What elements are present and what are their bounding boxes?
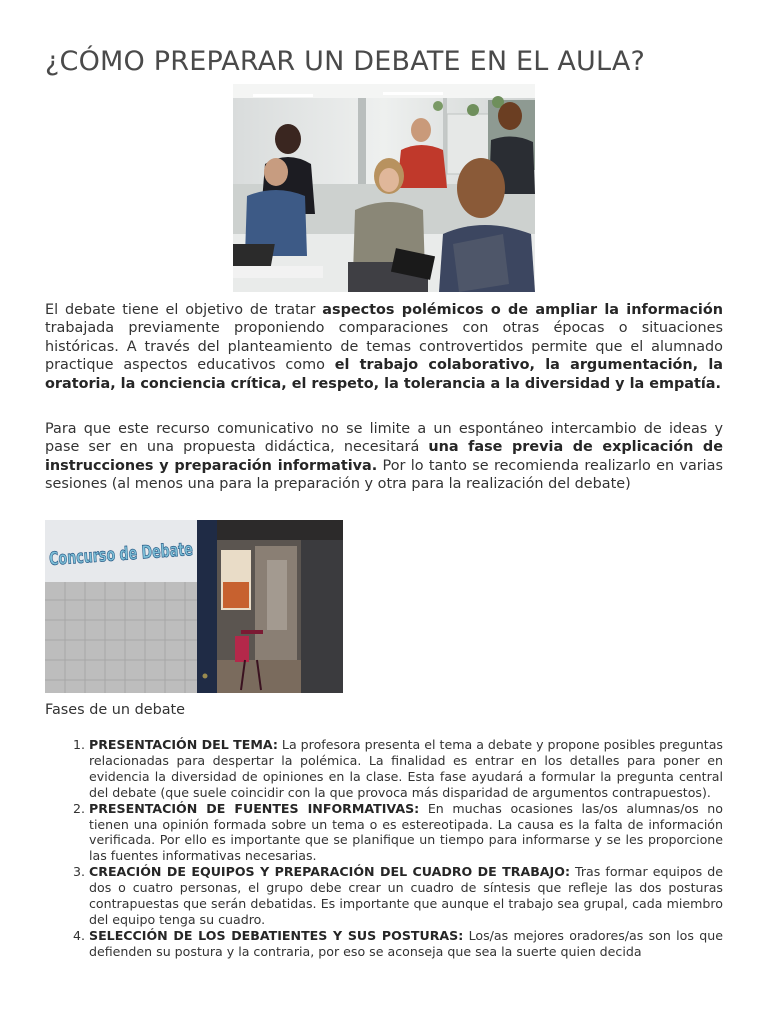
phase-title: CREACIÓN DE EQUIPOS Y PREPARACIÓN DEL CUADRO DE TRABAJO: xyxy=(89,864,570,880)
phase-title: PRESENTACIÓN DEL TEMA: xyxy=(89,737,278,752)
intro-paragraph xyxy=(45,301,723,393)
preparation-paragraph xyxy=(45,420,723,494)
intro-text-1: El debate tiene el objetivo de tratar xyxy=(45,302,323,318)
intro-bold-2: el trabajo colaborativo, la argumentación, la oratoria, la conciencia crítica, el respeto, la tolerancia a la diversidad y la empatía. xyxy=(45,357,724,392)
preparation-text-2: Por lo tanto se recomienda realizarlo en varias sesiones (al menos una para la preparación y otra para la realización del debate) xyxy=(45,457,723,493)
intro-bold-1: aspectos polémicos o de ampliar la información xyxy=(322,302,723,318)
list-item xyxy=(89,928,723,960)
phase-text: En muchas ocasiones las/os alumnas/os no tienen una opinión formada sobre un tema o es estereotipada. La causa es la falta de información verificada. Por ello es importante que se planifique un tiempo para informarse y se les proporcione las fuentes informativas necesarias. xyxy=(89,800,723,864)
phase-text: Los/as mejores oradores/as son los que defienden su postura y la contraria, por eso se aconseja que sea la suerte quien decida xyxy=(89,927,723,959)
phase-title: PRESENTACIÓN DE FUENTES INFORMATIVAS: xyxy=(89,800,420,816)
intro-text-2: trabajada previamente proponiendo comparaciones con otras épocas o situaciones históricas. A través del planteamiento de temas controvertidos permite que el alumnado practique aspectos educativos como xyxy=(45,320,723,374)
phase-text: Tras formar equipos de dos o cuatro personas, el grupo debe crear un cuadro de síntesis que refleje las dos posturas contrapuestas que serán debatidas. Es importante que aunque el trabajo sea grupal, cada miembro del equipo tenga su cuadro. xyxy=(89,864,723,927)
image-caption: Fases de un debate xyxy=(45,702,186,718)
phase-text: La profesora presenta el tema a debate y propone posibles preguntas relacionadas para despertar la polémica. La finalidad es entrar en los detalles para poner en evidencia la diversidad de opiniones en la clase. Esta fase ayudará a formular la pregunta central del debate (que suele coincidir con la que provoca más disparidad de argumentos contrapuestos). xyxy=(89,737,723,800)
graffiti-poster-text: Concurso de Debate xyxy=(48,534,254,570)
meeting-photo xyxy=(233,84,535,292)
debate-phases-list xyxy=(45,737,723,960)
phase-title: SELECCIÓN DE LOS DEBATIENTES Y SUS POSTURAS: xyxy=(89,927,464,943)
list-item xyxy=(89,737,723,801)
list-item xyxy=(89,801,723,865)
page-title: ¿CÓMO PREPARAR UN DEBATE EN EL AULA? xyxy=(45,46,646,77)
preparation-bold-1: una fase previa de explicación de instrucciones y preparación informativa. xyxy=(45,439,723,474)
list-item xyxy=(89,864,723,928)
classroom-door-photo xyxy=(45,520,343,693)
preparation-text-1: Para que este recurso comunicativo no se limite a un espontáneo intercambio de ideas y pase ser en una propuesta didáctica, necesitará xyxy=(45,421,723,456)
